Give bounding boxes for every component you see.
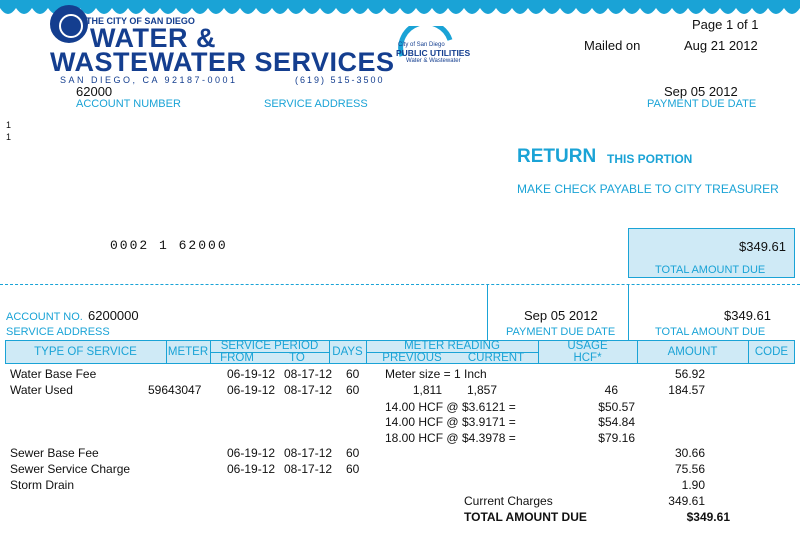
row-amount: 56.92 bbox=[674, 367, 705, 381]
row-amount: 184.57 bbox=[668, 383, 705, 397]
tier-hcf: 14.00 HCF @ bbox=[385, 415, 459, 429]
total-due-box-label: TOTAL AMOUNT DUE bbox=[655, 264, 766, 276]
row-type: Sewer Service Charge bbox=[10, 462, 131, 476]
mailed-date: Aug 21 2012 bbox=[684, 38, 758, 53]
row-days: 60 bbox=[346, 383, 360, 397]
row-days: 60 bbox=[346, 446, 360, 460]
scan-line: 0002 1 62000 bbox=[110, 238, 228, 253]
col-days: DAYS bbox=[332, 346, 363, 358]
account-number-label: ACCOUNT NUMBER bbox=[76, 98, 181, 110]
pu-small: City of San Diego bbox=[398, 42, 445, 48]
brand-phone: (619) 515-3500 bbox=[295, 75, 385, 85]
payable-to: MAKE CHECK PAYABLE TO CITY TREASURER bbox=[517, 182, 779, 196]
tier-rate: $3.6121 = bbox=[462, 400, 516, 414]
row-amount: 30.66 bbox=[674, 446, 705, 460]
col-meter-reading: METER READING bbox=[404, 340, 500, 352]
row-type: Water Base Fee bbox=[10, 367, 97, 381]
stub-due-date-label: PAYMENT DUE DATE bbox=[506, 326, 616, 338]
total-due-box-amount: $349.61 bbox=[739, 239, 786, 254]
row-reading-note: Meter size = 1 Inch bbox=[385, 367, 487, 381]
city-label: THE CITY OF SAN DIEGO bbox=[86, 16, 195, 26]
row-type: Water Used bbox=[10, 383, 73, 397]
tier-rate: $3.9171 = bbox=[462, 415, 516, 429]
brand-address: SAN DIEGO, CA 92187-0001 bbox=[60, 75, 238, 85]
col-meter: METER bbox=[167, 346, 209, 358]
public-utilities-logo bbox=[396, 26, 474, 78]
due-date-label: PAYMENT DUE DATE bbox=[647, 98, 757, 110]
return-title: RETURN bbox=[517, 146, 597, 167]
row-amount: 1.90 bbox=[681, 478, 705, 492]
stub-due-date: Sep 05 2012 bbox=[524, 308, 598, 323]
stub-amount-label: TOTAL AMOUNT DUE bbox=[655, 326, 766, 338]
row-to: 08-17-12 bbox=[284, 462, 333, 476]
col-to: TO bbox=[289, 352, 305, 364]
col-from: FROM bbox=[220, 352, 254, 364]
col-code: CODE bbox=[754, 346, 789, 358]
tier-hcf: 14.00 HCF @ bbox=[385, 400, 459, 414]
row-type: Sewer Base Fee bbox=[10, 446, 99, 460]
mailing-line-1: 1 bbox=[6, 120, 12, 130]
current-charges-value: 349.61 bbox=[668, 494, 705, 508]
stub-account-label: ACCOUNT NO. bbox=[6, 311, 83, 323]
total-due-label: TOTAL AMOUNT DUE bbox=[464, 510, 587, 524]
col-amount: AMOUNT bbox=[667, 346, 718, 358]
row-from: 06-19-12 bbox=[227, 367, 276, 381]
col-service-period: SERVICE PERIOD bbox=[220, 340, 319, 352]
pu-main: PUBLIC UTILITIES bbox=[396, 48, 471, 58]
row-days: 60 bbox=[346, 367, 360, 381]
row-amount: 75.56 bbox=[674, 462, 705, 476]
row-from: 06-19-12 bbox=[227, 446, 276, 460]
mailed-label: Mailed on bbox=[584, 38, 641, 53]
total-due-value: $349.61 bbox=[686, 510, 730, 524]
row-to: 08-17-12 bbox=[284, 367, 333, 381]
pu-sub: Water & Wastewater bbox=[406, 58, 461, 64]
row-from: 06-19-12 bbox=[227, 462, 276, 476]
stub-amount: $349.61 bbox=[724, 308, 771, 323]
row-from: 06-19-12 bbox=[227, 383, 276, 397]
tier-rate: $4.3978 = bbox=[462, 431, 516, 445]
perforation-line bbox=[0, 284, 800, 285]
brand-line-2: WASTEWATER SERVICES bbox=[50, 47, 395, 77]
row-to: 08-17-12 bbox=[284, 383, 333, 397]
stub-divider-2 bbox=[628, 285, 629, 340]
col-current: CURRENT bbox=[467, 352, 525, 364]
tier-cost: $50.57 bbox=[598, 400, 635, 414]
account-number-value: 62000 bbox=[76, 84, 113, 99]
col-usage-unit: HCF* bbox=[573, 352, 602, 364]
return-subtitle: THIS PORTION bbox=[607, 152, 693, 166]
row-to: 08-17-12 bbox=[284, 446, 333, 460]
row-meter: 59643047 bbox=[148, 383, 202, 397]
tier-hcf: 18.00 HCF @ bbox=[385, 431, 459, 445]
current-charges-label: Current Charges bbox=[464, 494, 553, 508]
tier-cost: $54.84 bbox=[598, 415, 635, 429]
stub-account-number: 6200000 bbox=[88, 308, 139, 323]
row-days: 60 bbox=[346, 462, 360, 476]
city-seal-icon bbox=[50, 5, 88, 43]
brand-line-1: WATER & bbox=[90, 23, 216, 53]
stub-divider-1 bbox=[487, 285, 488, 340]
row-current: 1,857 bbox=[466, 383, 497, 397]
page-number: Page 1 of 1 bbox=[692, 17, 759, 32]
due-date-value: Sep 05 2012 bbox=[664, 84, 738, 99]
service-address-label: SERVICE ADDRESS bbox=[264, 98, 368, 110]
stub-service-address-label: SERVICE ADDRESS bbox=[6, 326, 110, 338]
row-usage: 46 bbox=[604, 383, 618, 397]
row-type: Storm Drain bbox=[10, 478, 75, 492]
mailing-line-2: 1 bbox=[6, 132, 12, 142]
col-previous: PREVIOUS bbox=[382, 352, 442, 364]
row-previous: 1,811 bbox=[412, 383, 442, 397]
col-usage: USAGE bbox=[567, 340, 608, 352]
col-type: TYPE OF SERVICE bbox=[34, 346, 137, 358]
tier-cost: $79.16 bbox=[598, 431, 635, 445]
total-due-box bbox=[628, 228, 795, 278]
